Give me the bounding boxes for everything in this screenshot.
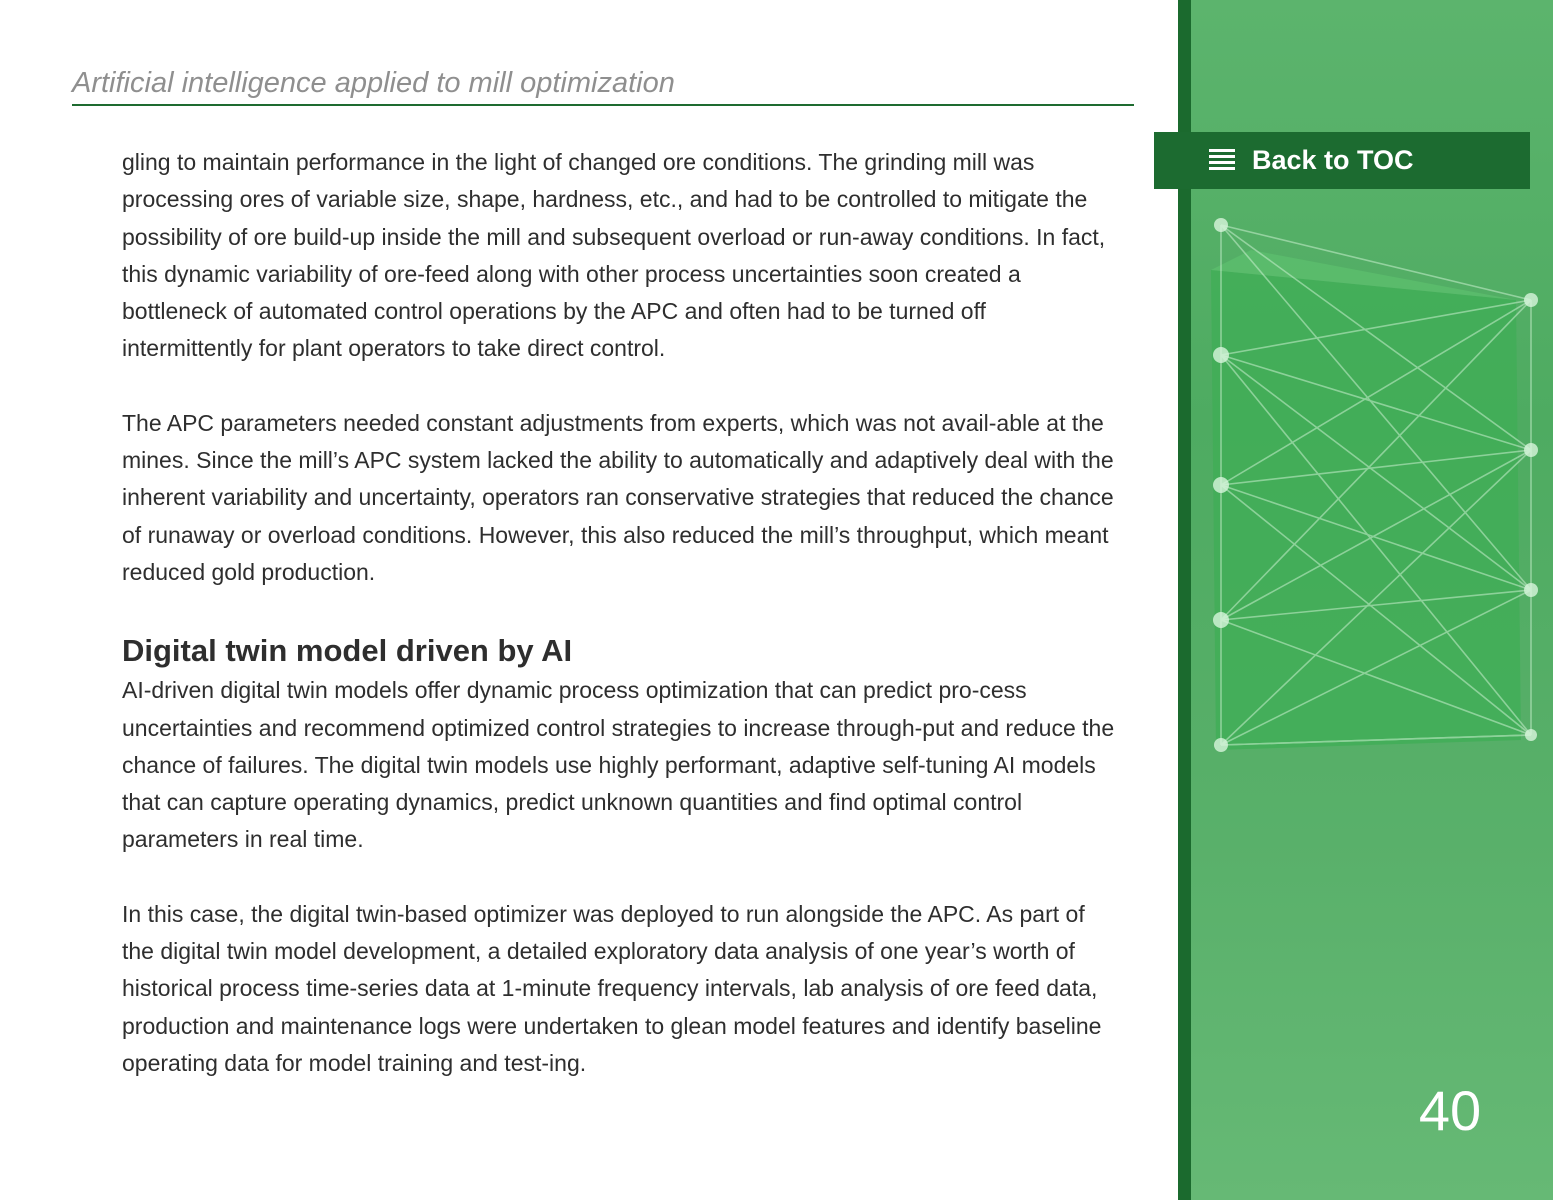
paragraph-2: The APC parameters needed constant adjustments from experts, which was not avail-able at the mines. Since the mill’s APC system lacked the ability to automatically and adaptively deal with the inherent variability and uncertainty, operators ran conservative strategies that reduced the chance of runaway or overload conditions. However, this also reduced the mill’s throughput, which meant reduced gold production. [122,409,1114,585]
body-text [122,144,1122,1082]
page-number: 40 [1418,1079,1482,1142]
network-illustration [1191,180,1553,800]
section-heading: Digital twin model driven by AI [122,633,573,669]
paragraph-3: AI-driven digital twin models offer dynamic process optimization that can predict pro-cess uncertainties and recommend optimized control strategies to increase through-put and reduce the chance of failures. The digital twin models use highly performant, adaptive self-tuning AI models that can capture operating dynamics, predict unknown quantities and find optimal control parameters in real time. [122,677,1115,853]
list-icon [1209,149,1235,171]
running-header: Artificial intelligence applied to mill optimization [72,64,1134,106]
back-to-toc-label: Back to TOC [1252,145,1414,175]
back-to-toc-button[interactable] [1154,132,1530,189]
paragraph-1: gling to maintain performance in the light of changed ore conditions. The grinding mill was processing ores of variable size, shape, hardness, etc., and had to be controlled to mitigate the possibility of ore build-up inside the mill and subsequent overload or run-away conditions. In fact, this dynamic variability of ore-feed along with other process uncertainties soon created a bottleneck of automated control operations by the APC and often had to be turned off intermittently for plant operators to take direct control. [122,149,1106,362]
paragraph-4: In this case, the digital twin-based optimizer was deployed to run alongside the APC. As part of the digital twin model development, a detailed exploratory data analysis of one year’s worth of historical process time-series data at 1-minute frequency intervals, lab analysis of ore feed data, production and maintenance logs were undertaken to glean model features and identify baseline operating data for model training and test-ing. [122,900,1102,1076]
